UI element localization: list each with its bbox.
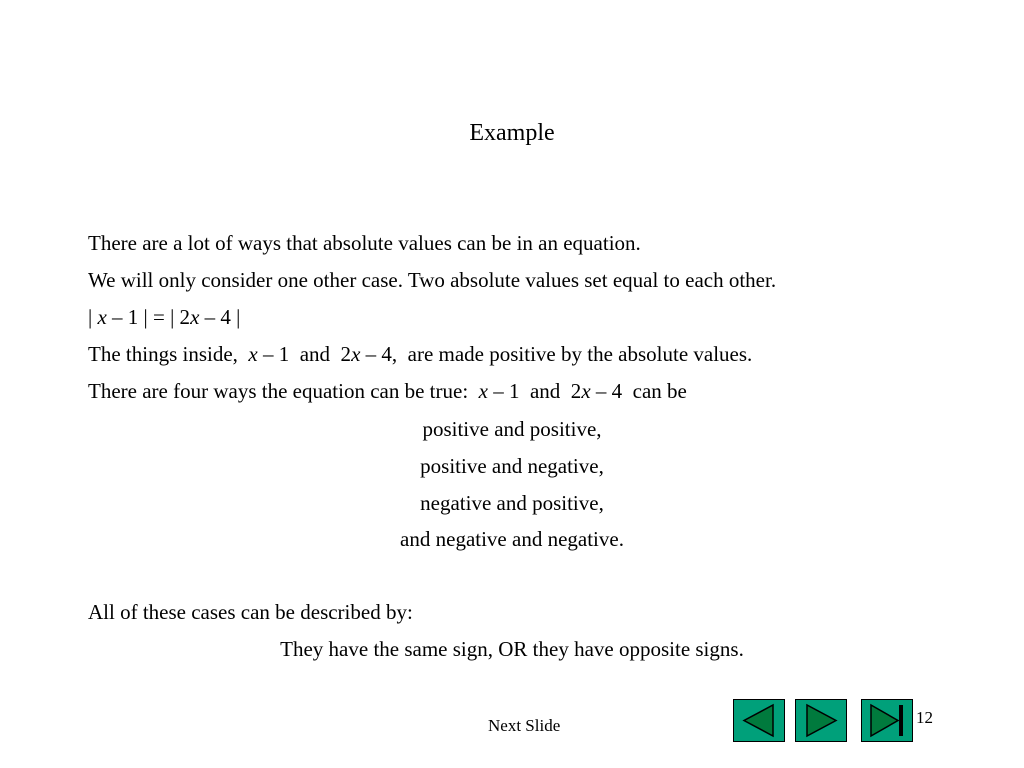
variable-x: x xyxy=(351,342,361,366)
variable-x: x xyxy=(248,342,258,366)
equation-line xyxy=(88,304,240,330)
text-part: – 4, are made positive by the absolute values. xyxy=(360,342,753,366)
variable-x: x xyxy=(581,379,591,403)
next-slide-link[interactable]: Next Slide xyxy=(488,716,561,735)
body-line-4 xyxy=(88,341,752,367)
case-line: positive and negative, xyxy=(420,454,604,478)
text-part: – 1 and 2 xyxy=(257,342,352,366)
variable-x: x xyxy=(478,379,488,403)
text-part: – 4 can be xyxy=(590,379,687,403)
case-line: negative and positive, xyxy=(420,491,604,515)
text-part: – 1 and 2 xyxy=(487,379,582,403)
summary-line: They have the same sign, OR they have opposite signs. xyxy=(280,637,744,661)
equation-part: – 1 | = | 2 xyxy=(106,305,191,329)
equation-part: – 4 | xyxy=(199,305,241,329)
body-line-2: We will only consider one other case. Two absolute values set equal to each other. xyxy=(88,268,777,292)
case-line: and negative and negative. xyxy=(400,527,624,551)
triangle-right-icon xyxy=(799,703,843,738)
triangle-left-icon xyxy=(737,703,781,738)
next-slide-button[interactable] xyxy=(795,699,847,742)
variable-x: x xyxy=(97,305,107,329)
equation-part: | xyxy=(88,305,98,329)
body-line-5 xyxy=(88,378,687,404)
case-line: positive and positive, xyxy=(422,417,602,441)
previous-slide-button[interactable] xyxy=(733,699,785,742)
variable-x: x xyxy=(190,305,200,329)
summary-intro: All of these cases can be described by: xyxy=(88,600,413,624)
slide-number: 12 xyxy=(916,708,933,727)
text-part: The things inside, xyxy=(88,342,249,366)
skip-to-end-icon xyxy=(865,703,909,738)
text-part: There are four ways the equation can be true: xyxy=(88,379,479,403)
last-slide-button[interactable] xyxy=(861,699,913,742)
body-line-1: There are a lot of ways that absolute values can be in an equation. xyxy=(88,231,641,255)
slide-title: Example xyxy=(469,120,555,146)
